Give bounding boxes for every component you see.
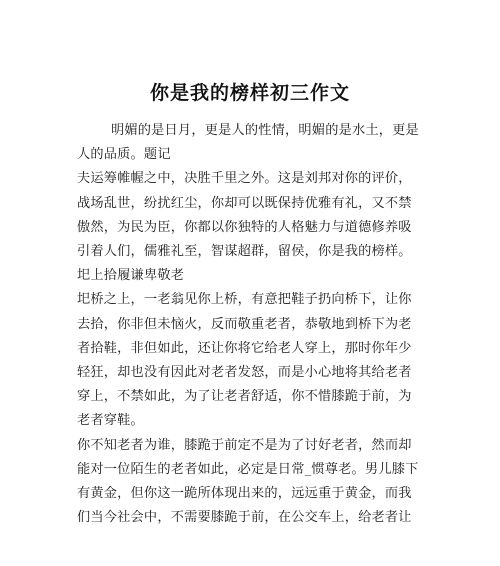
text-line: 引着人们，儒雅礼至，智谋超群，留侯，你是我的榜样。 xyxy=(77,244,412,260)
text-line: 人的品质。题记 xyxy=(77,147,171,163)
text-line: 明媚的是日月，更是人的性情，明媚的是水土，更是 xyxy=(111,123,419,138)
text-line: 傲然，为民为臣，你都以你独特的人格魅力与道德修养吸 xyxy=(77,219,412,235)
page-title: 你是我的榜样初三作文 xyxy=(149,82,350,104)
text-line: 轻狂，却也没有因此对老者发怒，而是小心地将其给老者 xyxy=(77,365,412,381)
text-line: 能对一位陌生的老者如此，必定是日常_惯尊老。男儿膝下 xyxy=(77,461,419,477)
text-line: 你不知老者为谁，膝跪于前定不是为了讨好老者，然而却 xyxy=(77,437,412,453)
section-heading: 圯上拾履谦卑敬老 xyxy=(77,268,185,284)
text-line: 圯桥之上，一老翁见你上桥，有意把鞋子扔向桥下，让你 xyxy=(77,292,412,308)
text-line: 战场乱世，纷扰红尘，你却可以既保持优雅有礼，又不禁 xyxy=(77,195,412,211)
text-line: 穿上，不禁如此，为了让老者舒适，你不惜膝跪于前，为 xyxy=(77,389,412,405)
text-line: 夫运筹帷幄之中，决胜千里之外。这是刘邦对你的评价， xyxy=(77,171,412,187)
text-line: 们当今社会中，不需要膝跪于前，在公交车上，给老者让 xyxy=(77,510,412,526)
article-body xyxy=(77,119,427,530)
text-line: 老者穿鞋。 xyxy=(77,413,144,429)
text-line: 去拾，你非但未恼火，反而敬重老者，恭敬地到桥下为老 xyxy=(77,316,412,332)
text-line: 有黄金，但你这一跪所体现出来的，远远重于黄金，而我 xyxy=(77,486,412,502)
text-line: 者拾鞋，非但如此，还让你将它给老人穿上，那时你年少 xyxy=(77,340,412,356)
